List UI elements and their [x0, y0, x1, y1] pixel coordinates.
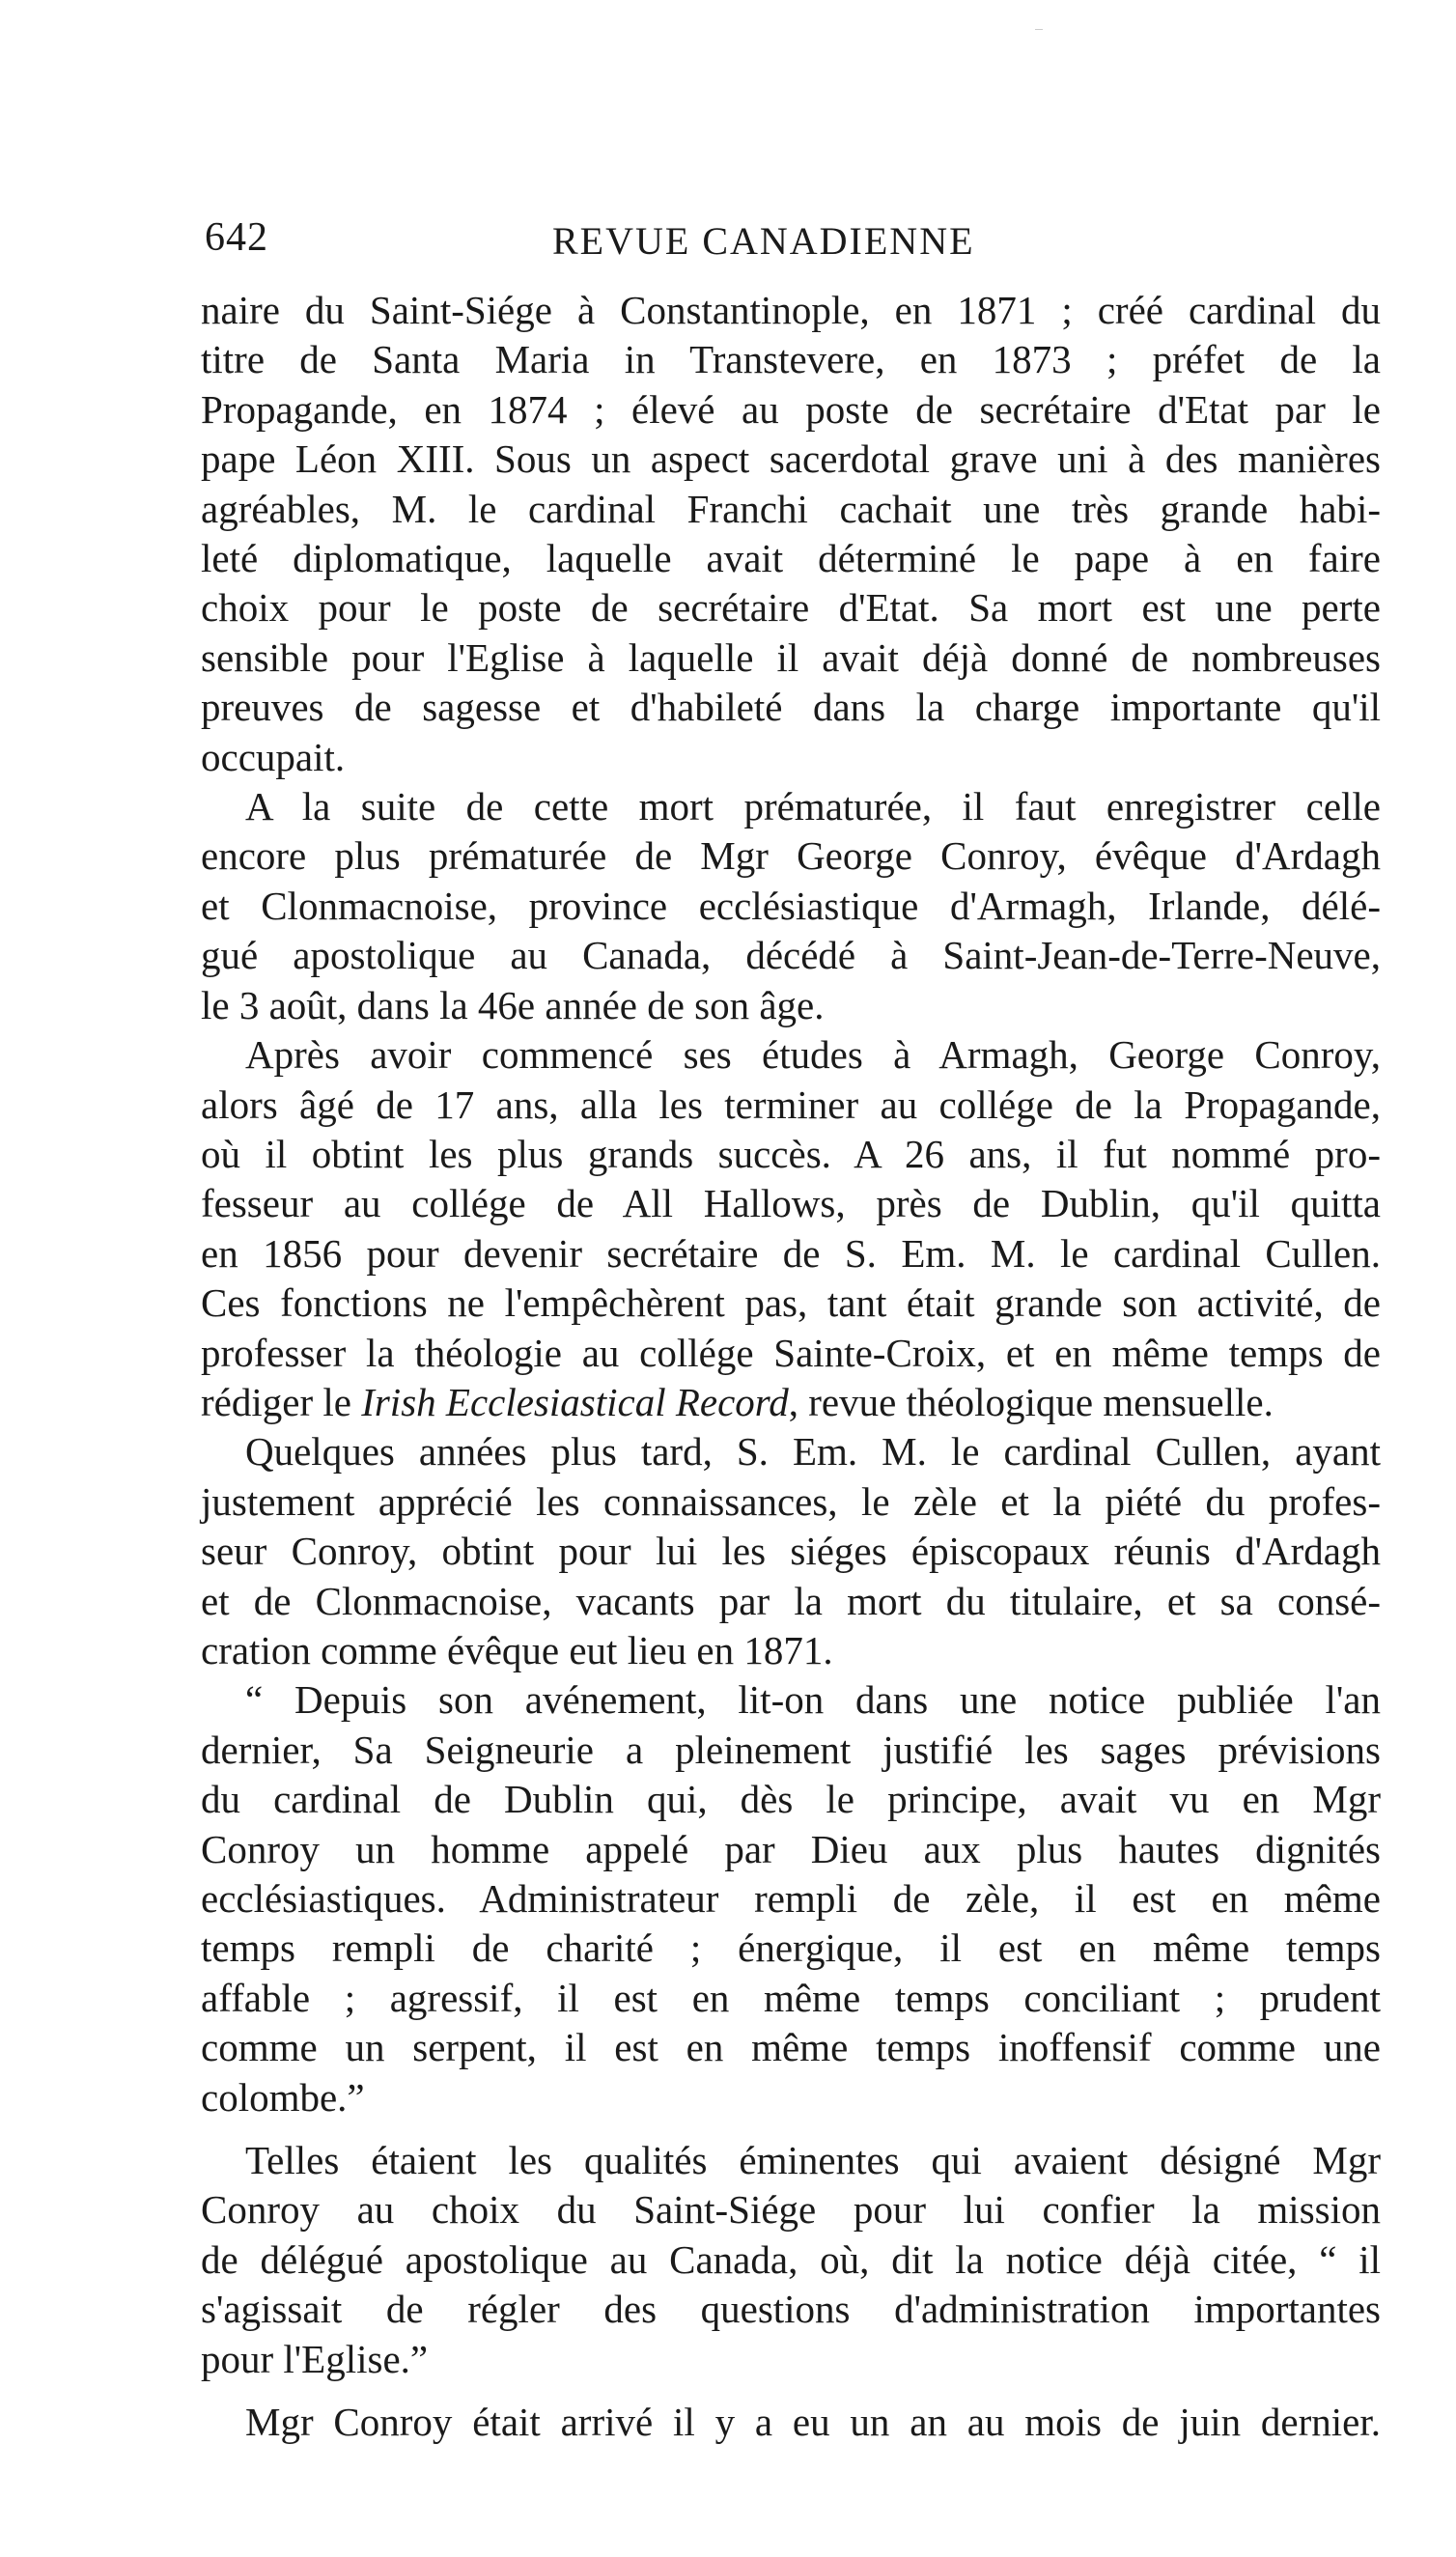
text-line: où il obtint les plus grands succès. A 26 ans, il fut nommé pro-: [201, 1131, 1381, 1176]
text-line: Mgr Conroy était arrivé il y a eu un an au mois de juin dernier.: [245, 2400, 1381, 2445]
text-line: Quelques années plus tard, S. Em. M. le cardinal Cullen, ayant: [245, 1429, 1381, 1475]
text-line: Telles étaient les qualités éminentes qui avaient désigné Mgr: [245, 2138, 1381, 2183]
paragraph: [201, 782, 1381, 1030]
text-line: professer la théologie au collége Sainte-Croix, et en même temps de: [201, 1330, 1381, 1375]
paragraph-gap: [201, 2384, 1381, 2398]
text-line: cration comme évêque eut lieu en 1871.: [201, 1627, 833, 1672]
text-line: affable ; agressif, il est en même temps conciliant ; prudent: [201, 1975, 1381, 2020]
text-line: ecclésiastiques. Administrateur rempli de zèle, il est en même: [201, 1876, 1381, 1921]
text-line: encore plus prématurée de Mgr George Conroy, évêque d'Ardagh: [201, 833, 1381, 879]
scan-speck: [1035, 29, 1043, 30]
text-line: et de Clonmacnoise, vacants par la mort du titulaire, et sa consé-: [201, 1578, 1381, 1623]
text-line: le 3 août, dans la 46e année de son âge.: [201, 982, 825, 1027]
running-title: REVUE CANADIENNE: [552, 219, 975, 263]
paragraph: [201, 286, 1381, 782]
text-line: Ces fonctions ne l'empêchèrent pas, tant était grande son activité, de: [201, 1280, 1381, 1326]
page-header: [205, 214, 1334, 272]
text-line: naire du Saint-Siége à Constantinople, en 1871 ; créé cardinal du: [201, 288, 1381, 332]
paragraph: [201, 1030, 1381, 1427]
text-line: sensible pour l'Eglise à laquelle il avait déjà donné de nombreuses: [201, 634, 1381, 680]
text-line: titre de Santa Maria in Transtevere, en 1873 ; préfet de la: [201, 337, 1381, 382]
text-line: agréables, M. le cardinal Franchi cachait une très grande habi-: [201, 486, 1381, 531]
text-line: Conroy au choix du Saint-Siége pour lui confier la mission: [201, 2187, 1381, 2233]
text-line: preuves de sagesse et d'habileté dans la charge importante qu'il: [201, 685, 1381, 730]
text-line: choix pour le poste de secrétaire d'Etat. Sa mort est une perte: [201, 585, 1381, 631]
text-line: Après avoir commencé ses études à Armagh, George Conroy,: [245, 1032, 1381, 1078]
text-line: occupait.: [201, 734, 346, 779]
paragraph-gap: [201, 2122, 1381, 2136]
text-line: de délégué apostolique au Canada, où, dit la notice déjà citée, “ il: [201, 2236, 1381, 2282]
text-line: et Clonmacnoise, province ecclésiastique d'Armagh, Irlande, délé-: [201, 883, 1381, 928]
paragraph: [201, 1675, 1381, 2122]
text-line: Conroy un homme appelé par Dieu aux plus hautes dignités: [201, 1826, 1381, 1871]
text-line: comme un serpent, il est en même temps inoffensif comme une: [201, 2025, 1381, 2070]
page-number: 642: [205, 215, 268, 260]
text-line: Propagande, en 1874 ; élevé au poste de secrétaire d'Etat par le: [201, 386, 1381, 432]
text-line: fesseur au collége de All Hallows, près de Dublin, qu'il quitta: [201, 1181, 1381, 1226]
text-line: du cardinal de Dublin qui, dès le principe, avait vu en Mgr: [201, 1777, 1381, 1822]
paragraph: [201, 2136, 1381, 2384]
body-text: [201, 286, 1381, 2447]
text-line: en 1856 pour devenir secrétaire de S. Em. M. le cardinal Cullen.: [201, 1230, 1381, 1276]
text-line: “ Depuis son avénement, lit-on dans une notice publiée l'an: [245, 1677, 1381, 1723]
text-line: A la suite de cette mort prématurée, il faut enregistrer celle: [245, 784, 1381, 829]
paragraph: [201, 1427, 1381, 1675]
text-line: s'agissait de régler des questions d'administration importantes: [201, 2287, 1381, 2332]
paragraph: [201, 2398, 1381, 2447]
text-line: colombe.”: [201, 2074, 365, 2120]
text-line: alors âgé de 17 ans, alla les terminer au collége de la Propagande,: [201, 1082, 1381, 1127]
text-line: leté diplomatique, laquelle avait déterminé le pape à en faire: [201, 536, 1381, 581]
text-line: pour l'Eglise.”: [201, 2336, 429, 2381]
text-line: dernier, Sa Seigneurie a pleinement justifié les sages prévisions: [201, 1727, 1381, 1772]
text-line: seur Conroy, obtint pour lui les siéges épiscopaux réunis d'Ardagh: [201, 1529, 1381, 1574]
text-line: temps rempli de charité ; énergique, il est en même temps: [201, 1925, 1381, 1971]
text-line: justement apprécié les connaissances, le zèle et la piété du profes-: [201, 1478, 1381, 1524]
text-line: pape Léon XIII. Sous un aspect sacerdotal grave uni à des manières: [201, 436, 1381, 482]
text-line: gué apostolique au Canada, décédé à Saint-Jean-de-Terre-Neuve,: [201, 933, 1381, 978]
text-line: rédiger le Irish Ecclesiastical Record, revue théologique mensuelle.: [201, 1379, 1274, 1424]
